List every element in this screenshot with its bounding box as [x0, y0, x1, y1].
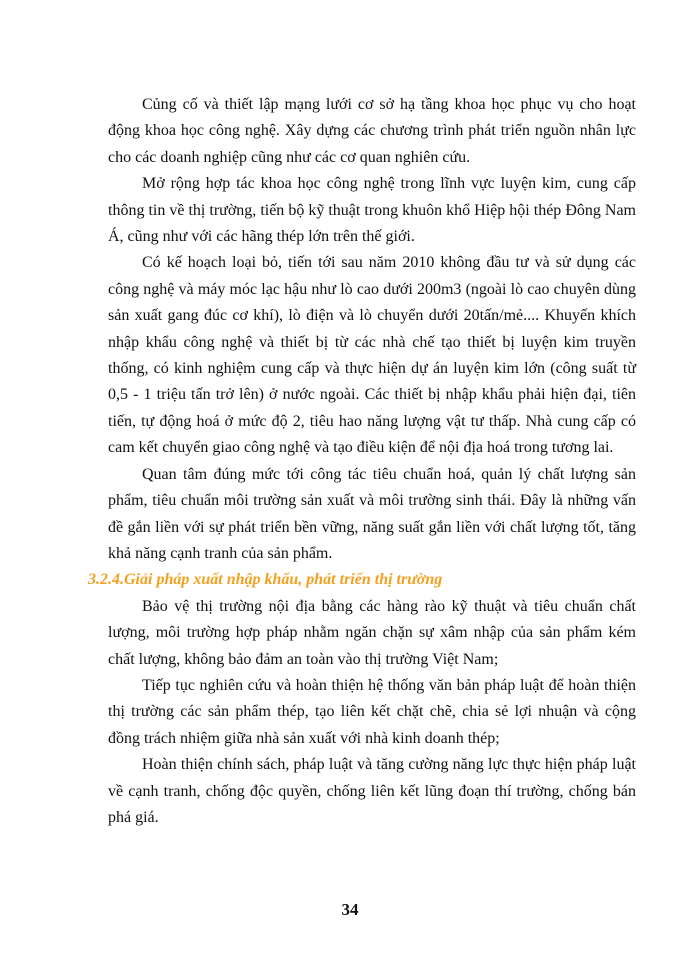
paragraph: Hoàn thiện chính sách, pháp luật và tăng cường năng lực thực hiện pháp luật về cạnh tranh, chống độc quyền, chống liên kết lũng đoạn thí trường, chống bán phá giá. [108, 756, 636, 826]
paragraph: Bảo vệ thị trường nội địa bằng các hàng rào kỹ thuật và tiêu chuẩn chất lượng, môi trường hợp pháp nhằm ngăn chặn sự xâm nhập của sản phẩm kém chất lượng, không bảo đảm an toàn vào thị trường Việt Nam; [108, 597, 636, 668]
paragraph: Có kế hoạch loại bỏ, tiến tới sau năm 2010 không đầu tư và sử dụng các công nghệ và máy móc lạc hậu như lò cao dưới 200m3 (ngoài lò cao chuyên dùng sản xuất gang đúc cơ khí), lò điện và lò chuyển dưới 20tấn/mẻ.... Khuyến khích nhập khẩu công nghệ và thiết bị từ các nhà chế tạo thiết bị luyện kim truyền thống, có kinh nghiệm cung cấp và thực hiện dự án luyện kim lớn (công suất từ 0,5 - 1 triệu tấn trở lên) ở nước ngoài. Các thiết bị nhập khẩu phải hiện đại, tiên tiến, tự động hoá ở mức độ 2, tiêu hao năng lượng vật tư thấp. Nhà cung cấp có cam kết chuyển giao công nghệ và tạo điều kiện để nội địa hoá trong tương lai. [108, 254, 636, 457]
paragraph: Tiếp tục nghiên cứu và hoàn thiện hệ thống văn bản pháp luật để hoàn thiện thị trường các sản phẩm thép, tạo liên kết chặt chẽ, chia sẻ lợi nhuận và cộng đồng trách nhiệm giữa nhà sản xuất với nhà kinh doanh thép; [108, 676, 636, 747]
page-number: 34 [341, 900, 359, 919]
paragraph: Mở rộng hợp tác khoa học công nghệ trong lĩnh vực luyện kim, cung cấp thông tin về thị trường, tiến bộ kỹ thuật trong khuôn khổ Hiệp hội thép Đông Nam Á, cũng như với các hãng thép lớn trên thế giới. [108, 175, 636, 246]
paragraph: Quan tâm đúng mức tới công tác tiêu chuẩn hoá, quản lý chất lượng sản phẩm, tiêu chuẩn môi trường sản xuất và môi trường sinh thái. Đây là những vấn đề gắn liền với sự phát triển bền vững, năng suất gắn liền với chất lượng tốt, tăng khả năng cạnh tranh của sản phẩm. [108, 465, 636, 562]
document-body [88, 92, 636, 831]
section-heading: 3.2.4.Giải pháp xuất nhập khẩu, phát triển thị trường [88, 571, 443, 589]
paragraph: Củng cố và thiết lập mạng lưới cơ sở hạ tầng khoa học phục vụ cho hoạt động khoa học công nghệ. Xây dựng các chương trình phát triển nguồn nhân lực cho các doanh nghiệp cũng như các cơ quan nghiên cứu. [108, 96, 636, 166]
